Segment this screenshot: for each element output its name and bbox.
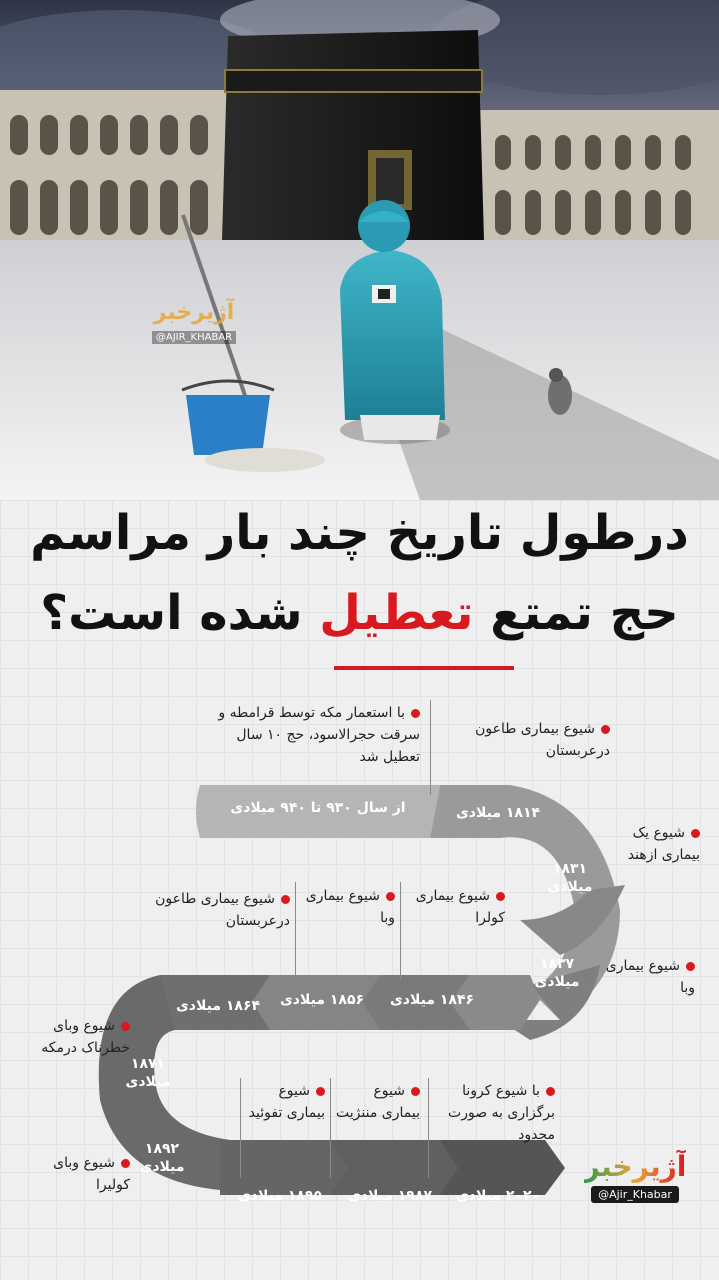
year-930: از سال ۹۳۰ تا ۹۴۰ میلادی bbox=[230, 800, 406, 816]
note-1814 bbox=[440, 718, 610, 762]
note-1831-text: شیوع یک بیماری ازهند bbox=[627, 825, 700, 863]
note-1864 bbox=[120, 888, 290, 932]
note-1837-text: شیوع بیماری وبا bbox=[605, 958, 695, 996]
bullet-dot bbox=[686, 962, 695, 971]
note-1987-text: شیوع بیماری مننژیت bbox=[336, 1083, 420, 1121]
bullet-dot bbox=[411, 709, 420, 718]
year-1831: ۱۸۳۱ میلادی bbox=[547, 861, 593, 895]
note-1846 bbox=[405, 885, 505, 929]
year-1892: ۱۸۹۲ میلادی bbox=[139, 1141, 185, 1175]
year-2020: ۲۰۲۰ میلادی bbox=[455, 1188, 541, 1204]
brand-logo bbox=[570, 1150, 700, 1202]
arrow-2020 bbox=[440, 1140, 565, 1195]
note-1987 bbox=[335, 1080, 420, 1124]
year-1856: ۱۸۵۶ میلادی bbox=[279, 992, 365, 1008]
bullet-dot bbox=[546, 1087, 555, 1096]
note-1895-text: شیوع بیماری تفوئید bbox=[248, 1083, 325, 1121]
connector-1856 bbox=[295, 882, 296, 980]
connector-1987 bbox=[330, 1078, 331, 1178]
title-cancelled: تعطیل bbox=[319, 585, 474, 641]
bullet-dot bbox=[691, 829, 700, 838]
watermark-handle: @AJIR_KHABAR bbox=[152, 331, 236, 344]
photo-watermark bbox=[124, 300, 264, 344]
page-title-line2 bbox=[0, 585, 719, 641]
note-1895 bbox=[240, 1080, 325, 1124]
note-930 bbox=[195, 702, 420, 768]
connector-2020 bbox=[428, 1078, 429, 1178]
note-1871 bbox=[30, 1015, 130, 1059]
note-1831 bbox=[595, 822, 700, 866]
year-1864: ۱۸۶۴ میلادی bbox=[175, 998, 261, 1014]
note-1871-text: شیوع وبای خطرناک درمکه bbox=[41, 1018, 130, 1056]
note-1892-text: شیوع وبای کولیرا bbox=[53, 1155, 130, 1193]
page-title-line1: درطول تاریخ چند بار مراسم bbox=[30, 505, 689, 561]
bullet-dot bbox=[386, 892, 395, 901]
watermark-logo-text: آژیرخبر bbox=[153, 300, 235, 325]
hero-photo bbox=[0, 0, 719, 500]
arrow-1987 bbox=[330, 1140, 458, 1195]
year-1895: ۱۸۹۵ میلادی bbox=[237, 1188, 323, 1204]
title-underline bbox=[334, 666, 514, 670]
note-2020-text: با شیوع کرونا برگزاری به صورت محدود bbox=[448, 1083, 555, 1143]
title-end: شده است؟ bbox=[40, 585, 303, 641]
kaaba-illustration bbox=[0, 0, 719, 500]
note-1837 bbox=[605, 955, 695, 999]
bullet-dot bbox=[496, 892, 505, 901]
note-1814-text: شیوع بیماری طاعون درعربستان bbox=[475, 721, 610, 759]
connector-1846 bbox=[400, 882, 401, 980]
bullet-dot bbox=[121, 1159, 130, 1168]
year-1846: ۱۸۴۶ میلادی bbox=[389, 992, 475, 1008]
note-1846-text: شیوع بیماری کولرا bbox=[415, 888, 505, 926]
note-1856-text: شیوع بیماری وبا bbox=[305, 888, 395, 926]
bullet-dot bbox=[121, 1022, 130, 1031]
year-1837: ۱۸۳۷ میلادی bbox=[534, 956, 580, 990]
note-930-text: با استعمار مکه توسط قرامطه و سرقت حجرالاسود، حج ۱۰ سال تعطیل شد bbox=[218, 705, 420, 765]
bullet-dot bbox=[316, 1087, 325, 1096]
brand-logo-text: آژیرخبر bbox=[583, 1150, 687, 1183]
note-2020 bbox=[430, 1080, 555, 1146]
bullet-dot bbox=[281, 895, 290, 904]
bullet-dot bbox=[601, 725, 610, 734]
note-1864-text: شیوع بیماری طاعون درعربستان bbox=[155, 891, 290, 929]
year-1814: ۱۸۱۴ میلادی bbox=[455, 805, 541, 821]
note-1892 bbox=[30, 1152, 130, 1196]
note-1856 bbox=[300, 885, 395, 929]
title-hajj: حج تمتع bbox=[490, 585, 679, 641]
connector-930 bbox=[430, 700, 431, 795]
year-1871: ۱۸۷۱ میلادی bbox=[125, 1056, 171, 1090]
year-1987: ۱۹۸۷ میلادی bbox=[347, 1188, 433, 1204]
bullet-dot bbox=[411, 1087, 420, 1096]
brand-handle: @Ajir_Khabar bbox=[591, 1186, 679, 1203]
